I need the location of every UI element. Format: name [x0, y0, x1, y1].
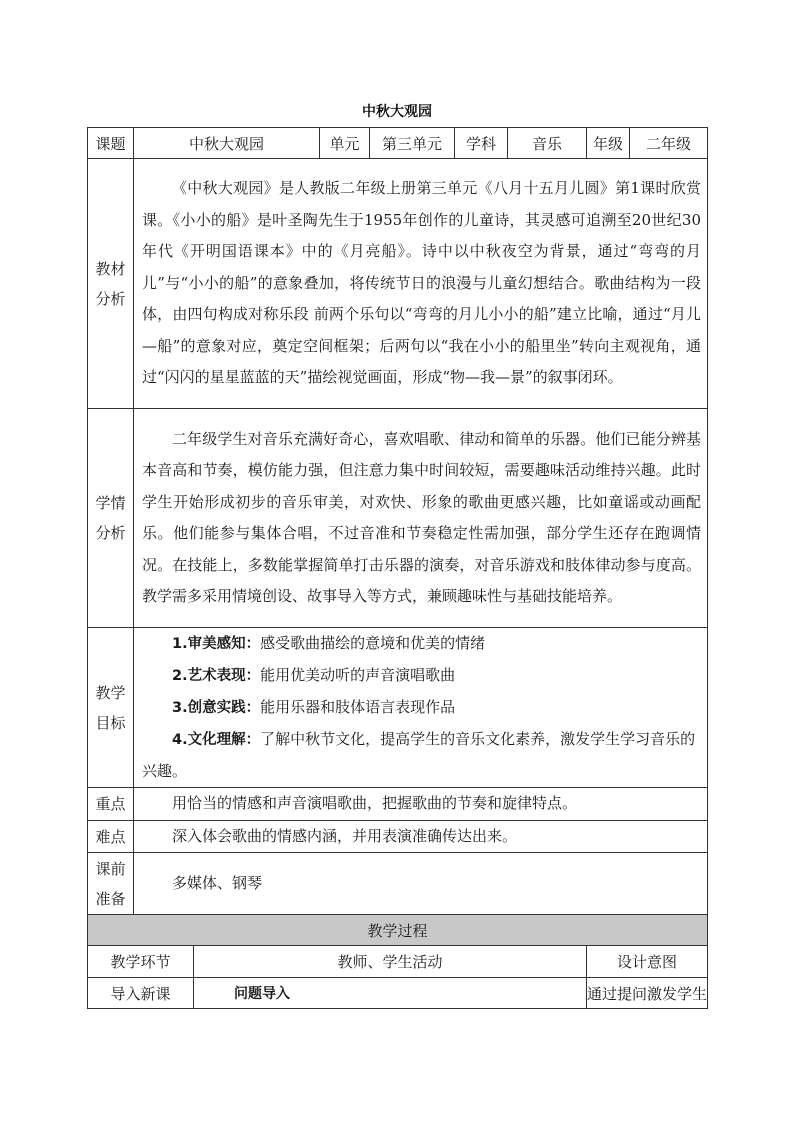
unit-value: 第三单元 — [370, 128, 455, 159]
goals-label: 教学 目标 — [88, 628, 134, 788]
lesson-value: 中秋大观园 — [134, 128, 320, 159]
students-label: 学情 分析 — [88, 409, 134, 628]
students-text: 二年级学生对音乐充满好奇心，喜欢唱歌、律动和简单的乐器。他们已能分辨基本音高和节奏，模仿能力强，但注意力集中时间较短，需要趣味活动维持兴趣。此时学生开始形成初步的音乐审美，对欢快、形象的歌曲更感兴趣，比如童谣或动画配乐。他们能参与集体合唱，不过音准和节奏稳定性需加强，部分学生还存在跑调情况。在技能上，多数能掌握简单打击乐器的演奏，对音乐游戏和肢体律动参与度高。教学需多采用情境创设、故事导入等方式，兼顾趣味性与基础技能培养。 — [134, 409, 708, 628]
col-intent: 设计意图 — [587, 946, 708, 978]
goal-item: 1.审美感知：感受歌曲描绘的意境和优美的情绪 — [172, 634, 486, 652]
lesson-plan-table — [87, 127, 708, 1009]
process-header: 教学过程 — [88, 915, 708, 946]
material-text: 《中秋大观园》是人教版二年级上册第三单元《八月十五月儿圆》第1课时欣赏课。《小小的船》是叶圣陶先生于1955年创作的儿童诗，其灵感可追溯至20世纪30年代《开明国语课本》中的《月亮船》。诗中以中秋夜空为背景，通过“弯弯的月儿”与“小小的船”的意象叠加，将传统节日的浪漫与儿童幻想结合。歌曲结构为一段体，由四句构成对称乐段 前两个乐句以“弯弯的月儿小小的船”建立比喻，通过“月儿—船”的意象对应，奠定空间框架；后两句以“我在小小的船里坐”转向主观视角，通过“闪闪的星星蓝蓝的天”描绘视觉画面，形成“物—我—景”的叙事闭环。 — [134, 159, 708, 409]
key-point-row — [88, 788, 708, 821]
difficulty-row — [88, 820, 708, 853]
page-title: 中秋大观园 — [362, 104, 432, 120]
difficulty-label: 难点 — [88, 820, 134, 853]
grade-value: 二年级 — [630, 128, 708, 159]
goal-item: 3.创意实践：能用乐器和肢体语言表现作品 — [172, 698, 456, 716]
process-row — [88, 978, 708, 1009]
students-row — [88, 409, 708, 628]
goals-row — [88, 628, 708, 788]
goal-item: 2.艺术表现：能用优美动听的声音演唱歌曲 — [172, 666, 456, 684]
activity-cell: 问题导入 — [194, 978, 587, 1009]
prep-label: 课前 准备 — [88, 853, 134, 915]
goals-list — [134, 628, 708, 788]
col-stage: 教学环节 — [88, 946, 194, 978]
stage-cell: 导入新课 — [88, 978, 194, 1009]
key-point-text: 用恰当的情感和声音演唱歌曲，把握歌曲的节奏和旋律特点。 — [134, 788, 708, 821]
key-point-label: 重点 — [88, 788, 134, 821]
difficulty-text: 深入体会歌曲的情感内涵，并用表演准确传达出来。 — [134, 820, 708, 853]
material-label: 教材 分析 — [88, 159, 134, 409]
header-row — [88, 128, 708, 159]
subject-label: 学科 — [455, 128, 508, 159]
material-row — [88, 159, 708, 409]
unit-label: 单元 — [320, 128, 370, 159]
prep-row — [88, 853, 708, 915]
col-activity: 教师、学生活动 — [194, 946, 587, 978]
intent-cell: 通过提问激发学生 — [587, 978, 708, 1009]
goal-item: 4.文化理解：了解中秋节文化，提高学生的音乐文化素养，激发学生学习音乐的兴趣。 — [142, 730, 696, 780]
process-columns-row — [88, 946, 708, 978]
process-header-row — [88, 915, 708, 946]
subject-value: 音乐 — [508, 128, 587, 159]
prep-text: 多媒体、钢琴 — [134, 853, 708, 915]
lesson-label: 课题 — [88, 128, 134, 159]
grade-label: 年级 — [587, 128, 630, 159]
